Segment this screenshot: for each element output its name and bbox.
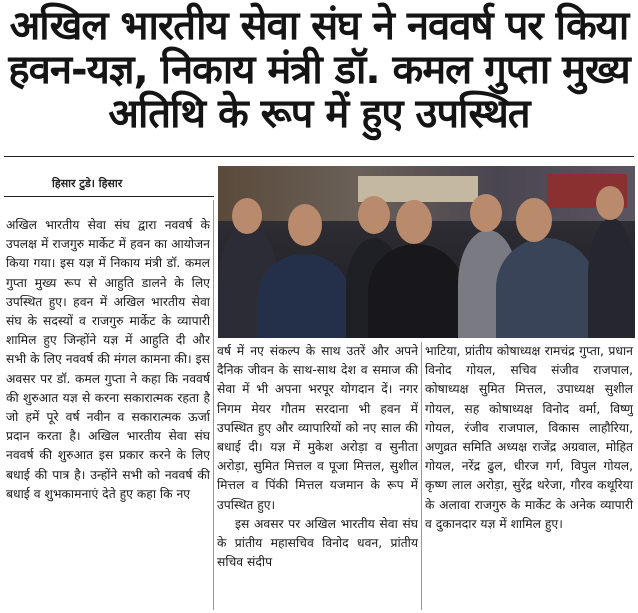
article-column-2-text: वर्ष में नए संकल्प के साथ उतरें और अपने दैनिक जीवन के साथ-साथ देश व समाज की सेवा में भी अपना भरपूर योगदान दें। नगर निगम मेयर गौतम सरदाना भी हवन में उपस्थित हुए और व्यापारियों को नए साल की बधाई दी। यज्ञ में मुकेश अरोड़ा व सुनीता अरोड़ा, सुमित मित्तल व पूजा मित्तल, सुशील मित्तल व पिंकी मित्तल यजमान के रूप में उपस्थित हुए।	[217, 344, 418, 512]
news-photo	[218, 166, 635, 338]
headline-divider	[4, 156, 634, 157]
headline-line-2: हवन-यज्ञ, निकाय मंत्री डॉ. कमल गुप्ता मुख्य	[8, 47, 630, 93]
article-column-2-text-b: इस अवसर पर अखिल भारतीय सेवा संघ के प्रांतीय महासचिव विनोद धवन, प्रांतीय सचिव संदीप	[217, 516, 418, 570]
headline	[6, 4, 632, 136]
column-rule-2	[421, 342, 422, 610]
photo-head-7	[596, 186, 624, 220]
article-column-3-text: भाटिया, प्रांतीय कोषाध्यक्ष रामचंद्र गुप्ता, प्रधान विनोद गोयल, सचिव संजीव राजपाल, कोषाध्यक्ष सुमित मित्तल, उपाध्यक्ष सुशील गोयल, सह कोषाध्यक्ष विनोद वर्मा, विष्णु गोयल, रंजीव राजपाल, विकास लाहौरिया, अणुव्रत समिति अध्यक्ष राजेंद्र अग्रवाल, मोहित गोयल, नरेंद्र ढुल, धीरज गर्ग, विपुल गोयल, कृष्ण लाल अरोड़ा, सुरेंद्र थरेजा, गौरव कथूरिया के अलावा राजगुरु के मार्केट के अनेक व्यापारी व दुकानदार यज्ञ में शामिल हुए।	[425, 344, 633, 531]
photo-head-2	[288, 204, 322, 246]
photo-head-1	[232, 198, 262, 234]
photo-head-3	[358, 196, 390, 234]
article-column-3	[425, 342, 633, 613]
photo-person-2	[258, 254, 350, 338]
headline-line-1: अखिल भारतीय सेवा संघ ने नववर्ष पर किया	[9, 3, 629, 49]
headline-line-3: अतिथि के रूप में हुए उपस्थित	[108, 91, 530, 137]
photo-head-5	[470, 194, 502, 232]
article-column-1	[6, 216, 210, 613]
article-column-1-text: अखिल भारतीय सेवा संघ द्वारा नववर्ष के उपलक्ष में राजगुरु मार्केट में हवन का आयोजन किया गया। इस यज्ञ में निकाय मंत्री डॉ. कमल गुप्ता मुख्य रूप से आहुति डालने के लिए उपस्थित हुए। हवन में अखिल भारतीय सेवा संघ के सदस्यों व राजगुरु मार्केट के व्यापारी शामिल हुए जिन्होंने यज्ञ में आहुति दी और सभी के लिए नववर्ष की मंगल कामना की। इस अवसर पर डॉ. कमल गुप्ता ने कहा कि नववर्ष की शुरुआत यज्ञ से करना सकारात्मक रहता है जो हमें पूरे वर्ष नवीन व सकारात्मक ऊर्जा प्रदान करता है। अखिल भारतीय सेवा संघ नववर्ष की शुरुआत इस प्रकार करने के लिए बधाई की पात्र है। उन्होंने सभी को नववर्ष की बधाई व शुभकामनाएं देते हुए कहा कि नए	[6, 218, 210, 501]
photo-person-7	[588, 218, 635, 338]
photo-head-4	[396, 200, 432, 244]
article-column-2	[217, 342, 418, 613]
photo-person-6	[496, 238, 596, 338]
byline-divider	[4, 196, 214, 197]
byline: हिसार टुडे। हिसार	[52, 177, 123, 190]
photo-person-4	[368, 244, 464, 338]
photo-head-6	[516, 198, 552, 242]
column-rule-1	[213, 200, 214, 610]
